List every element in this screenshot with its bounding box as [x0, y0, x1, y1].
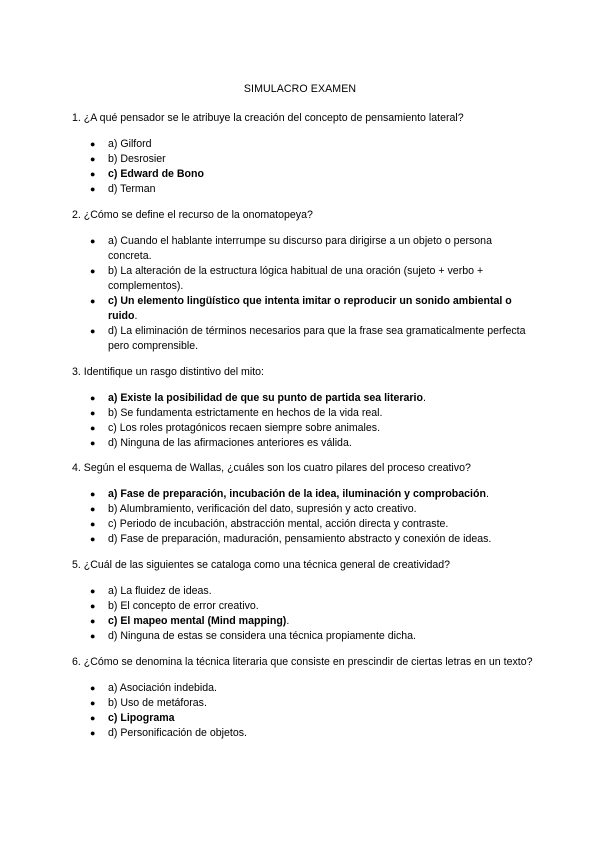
- bullet: ●: [90, 519, 96, 529]
- question-6: [72, 655, 534, 741]
- bullet: ●: [90, 728, 96, 738]
- bullet: ●: [90, 408, 96, 418]
- option-c-correct: ● c) Edward de Bono: [90, 168, 204, 180]
- question-text: 1. ¿A qué pensador se le atribuye la creación del concepto de pensamiento lateral?: [72, 112, 464, 124]
- question-2: [72, 208, 534, 354]
- option-a-correct: ● a) Fase de preparación, incubación de la idea, iluminación y comprobación.: [90, 488, 489, 500]
- option-d: ● d) Ninguna de estas se considera una técnica propiamente dicha.: [90, 630, 416, 642]
- bullet: ●: [90, 713, 96, 723]
- question-text: 2. ¿Cómo se define el recurso de la onomatopeya?: [72, 209, 313, 221]
- option-b: ● b) Uso de metáforas.: [90, 697, 207, 709]
- options-list: [72, 681, 534, 741]
- option-b: ● b) Desrosier: [90, 153, 166, 165]
- option-d: ● d) Personificación de objetos.: [90, 727, 247, 739]
- bullet: ●: [90, 586, 96, 596]
- question-3: [72, 365, 534, 451]
- option-b: ● b) El concepto de error creativo.: [90, 600, 259, 612]
- page-title: SIMULACRO EXAMEN: [243, 83, 357, 95]
- bullet: ●: [90, 169, 96, 179]
- bullet: ●: [90, 236, 96, 246]
- bullet: ●: [90, 504, 96, 514]
- bullet: ●: [90, 489, 96, 499]
- option-c-correct: ● c) El mapeo mental (Mind mapping).: [90, 615, 290, 627]
- option-b: ● b) La alteración de la estructura lógica habitual de una oración (sujeto + verbo + complementos).: [90, 265, 484, 292]
- bullet: ●: [90, 631, 96, 641]
- option-a-correct: ● a) Existe la posibilidad de que su punto de partida sea literario.: [90, 392, 426, 404]
- options-list: [72, 391, 534, 451]
- bullet: ●: [90, 296, 96, 306]
- bullet: ●: [90, 154, 96, 164]
- question-4: [72, 461, 534, 547]
- question-1: [72, 111, 534, 197]
- bullet: ●: [90, 601, 96, 611]
- option-a: ● a) Asociación indebida.: [90, 682, 217, 694]
- option-d: ● d) Terman: [90, 183, 156, 195]
- option-d: ● d) Fase de preparación, maduración, pensamiento abstracto y conexión de ideas.: [90, 533, 492, 545]
- bullet: ●: [90, 683, 96, 693]
- option-c: ● c) Los roles protagónicos recaen siempre sobre animales.: [90, 422, 381, 434]
- bullet: ●: [90, 534, 96, 544]
- option-c: ● c) Periodo de incubación, abstracción mental, acción directa y contraste.: [90, 518, 449, 530]
- option-d: ● d) La eliminación de términos necesarios para que la frase sea gramaticalmente perfecta pero comprensible.: [90, 325, 526, 352]
- option-b: ● b) Se fundamenta estrictamente en hechos de la vida real.: [90, 407, 383, 419]
- option-b: ● b) Alumbramiento, verificación del dato, supresión y acto creativo.: [90, 503, 417, 515]
- option-c-correct: ● c) Un elemento lingüístico que intenta imitar o reproducir un sonido ambiental o ruido.: [90, 295, 512, 322]
- options-list: [72, 487, 534, 547]
- bullet: ●: [90, 423, 96, 433]
- question-5: [72, 558, 534, 644]
- bullet: ●: [90, 393, 96, 403]
- question-text: 5. ¿Cuál de las siguientes se cataloga como una técnica general de creatividad?: [72, 559, 451, 571]
- question-text: 4. Según el esquema de Wallas, ¿cuáles son los cuatro pilares del proceso creativo?: [72, 462, 471, 474]
- bullet: ●: [90, 438, 96, 448]
- bullet: ●: [90, 616, 96, 626]
- option-a: ● a) Cuando el hablante interrumpe su discurso para dirigirse a un objeto o persona concreta.: [90, 235, 492, 262]
- options-list: [72, 137, 534, 197]
- question-text: 6. ¿Cómo se denomina la técnica literaria que consiste en prescindir de ciertas letras en un texto?: [72, 656, 533, 668]
- bullet: ●: [90, 698, 96, 708]
- bullet: ●: [90, 139, 96, 149]
- option-a: ● a) Gilford: [90, 138, 152, 150]
- option-a: ● a) La fluidez de ideas.: [90, 585, 212, 597]
- option-d: ● d) Ninguna de las afirmaciones anteriores es válida.: [90, 437, 352, 449]
- options-list: [72, 584, 534, 644]
- bullet: ●: [90, 184, 96, 194]
- options-list: [72, 234, 534, 354]
- question-text: 3. Identifique un rasgo distintivo del mito:: [72, 366, 264, 378]
- option-c-correct: ● c) Lipograma: [90, 712, 175, 724]
- bullet: ●: [90, 326, 96, 336]
- bullet: ●: [90, 266, 96, 276]
